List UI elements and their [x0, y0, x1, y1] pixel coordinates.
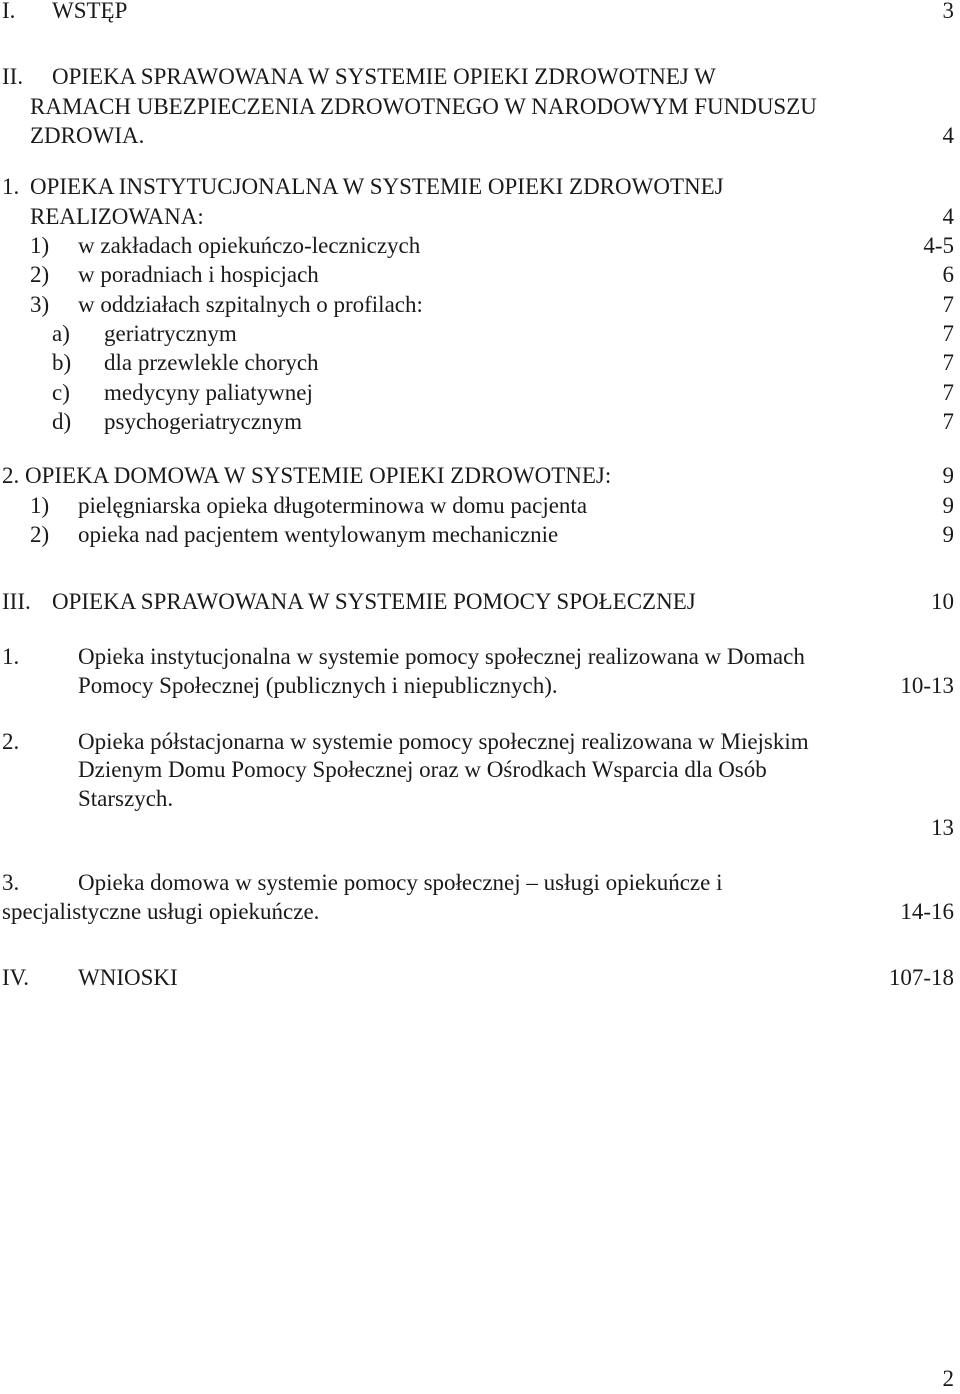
page-ref: 4-5	[923, 233, 954, 258]
toc-item	[0, 520, 960, 550]
subitem-label: geriatrycznym	[104, 321, 237, 346]
subsection-title-line-2: REALIZOWANA:	[30, 204, 204, 229]
item-label: w oddziałach szpitalnych o profilach:	[78, 292, 423, 317]
toc-entry-2-2	[0, 461, 960, 491]
subsection-number: 2.	[2, 729, 20, 754]
page-ref: 6	[942, 262, 954, 287]
item-label: pielęgniarska opieka długoterminowa w domu pacjenta	[78, 493, 588, 518]
page-number: 2	[942, 1366, 954, 1391]
section-title-line-3: ZDROWIA.	[30, 123, 145, 148]
item-marker: 2)	[30, 522, 50, 547]
page-ref: 7	[942, 380, 954, 405]
page-ref: 7	[942, 292, 954, 317]
subitem-label: medycyny paliatywnej	[104, 380, 313, 405]
section-number: III.	[2, 589, 31, 614]
toc-entry-2-1	[0, 172, 960, 202]
toc-subitem	[0, 348, 960, 378]
page-ref: 9	[942, 463, 954, 488]
section-title-line-1: OPIEKA SPRAWOWANA W SYSTEMIE OPIEKI ZDROWOTNEJ W	[52, 64, 716, 89]
toc-entry-3-3-line-2	[0, 897, 960, 927]
section-title: OPIEKA SPRAWOWANA W SYSTEMIE POMOCY SPOŁECZNEJ	[52, 589, 696, 614]
page-ref: 9	[942, 522, 954, 547]
toc-subitem	[0, 378, 960, 408]
page-ref: 7	[942, 350, 954, 375]
toc-item	[0, 231, 960, 261]
page-ref: 10	[931, 589, 954, 614]
toc-entry-3-1	[0, 642, 960, 672]
toc-entry-section-2-line-2	[0, 92, 960, 122]
subitem-label: dla przewlekle chorych	[104, 350, 319, 375]
subitem-marker: b)	[52, 350, 72, 375]
subitem-label: psychogeriatrycznym	[104, 409, 302, 434]
page-ref: 4	[942, 204, 954, 229]
page-ref: 13	[931, 815, 954, 840]
section-number: IV.	[2, 965, 30, 990]
item-marker: 3)	[30, 292, 50, 317]
toc-subitem	[0, 319, 960, 349]
section-number: II.	[2, 64, 24, 89]
subitem-marker: d)	[52, 409, 72, 434]
toc-item	[0, 260, 960, 290]
subitem-marker: a)	[52, 321, 70, 346]
page-ref: 9	[942, 493, 954, 518]
subsection-line-2: specjalistyczne usługi opiekuńcze.	[2, 899, 320, 924]
toc-item	[0, 491, 960, 521]
subsection-line-2: Pomocy Społecznej (publicznych i niepublicznych).	[78, 673, 558, 698]
subsection-line-1: Opieka instytucjonalna w systemie pomocy społecznej realizowana w Domach	[78, 644, 805, 669]
toc-entry-wstep	[0, 0, 960, 26]
subsection-number: 1.	[2, 174, 20, 199]
item-label: w poradniach i hospicjach	[78, 262, 319, 287]
section-title-line-2: RAMACH UBEZPIECZENIA ZDROWOTNEGO W NARODOWYM FUNDUSZU	[30, 94, 817, 119]
subitem-marker: c)	[52, 380, 70, 405]
toc-entry-section-3	[0, 587, 960, 617]
toc-entry-3-2-line-3	[0, 784, 960, 814]
item-label: w zakładach opiekuńczo-leczniczych	[78, 233, 421, 258]
page-ref: 7	[942, 409, 954, 434]
subsection-title: 2. OPIEKA DOMOWA W SYSTEMIE OPIEKI ZDROWOTNEJ:	[2, 463, 612, 488]
toc-item	[0, 290, 960, 320]
page-ref: 10-13	[900, 673, 954, 698]
page-ref: 3	[942, 0, 954, 23]
page-ref: 4	[942, 123, 954, 148]
toc-entry-3-3	[0, 868, 960, 898]
page-ref: 7	[942, 321, 954, 346]
item-marker: 1)	[30, 233, 50, 258]
toc-entry-wnioski	[0, 963, 960, 993]
toc-entry-3-2	[0, 727, 960, 757]
toc-entry-3-1-line-2	[0, 671, 960, 701]
item-label: opieka nad pacjentem wentylowanym mechanicznie	[78, 522, 559, 547]
page-ref: 107-18	[888, 965, 954, 990]
subsection-line-2: Dzienym Domu Pomocy Społecznej oraz w Ośrodkach Wsparcia dla Osób	[78, 757, 767, 782]
subsection-line-1: Opieka domowa w systemie pomocy społecznej – usługi opiekuńcze i	[78, 870, 723, 895]
toc-entry-3-2-line-2	[0, 755, 960, 785]
toc-entry-2-1-line-2	[0, 202, 960, 232]
page-ref: 14-16	[900, 899, 954, 924]
section-title: WNIOSKI	[78, 965, 178, 990]
section-title: WSTĘP	[52, 0, 128, 23]
subsection-number: 1.	[2, 644, 20, 669]
toc-entry-section-2	[0, 62, 960, 92]
item-marker: 1)	[30, 493, 50, 518]
subsection-title-line-1: OPIEKA INSTYTUCJONALNA W SYSTEMIE OPIEKI ZDROWOTNEJ	[30, 174, 724, 199]
section-number: I.	[2, 0, 16, 23]
subsection-number: 3.	[2, 870, 20, 895]
item-marker: 2)	[30, 262, 50, 287]
toc-entry-3-2-page	[0, 813, 960, 843]
toc-entry-section-2-line-3	[0, 121, 960, 151]
toc-subitem	[0, 407, 960, 437]
subsection-line-3: Starszych.	[78, 786, 174, 811]
subsection-line-1: Opieka półstacjonarna w systemie pomocy społecznej realizowana w Miejskim	[78, 729, 809, 754]
